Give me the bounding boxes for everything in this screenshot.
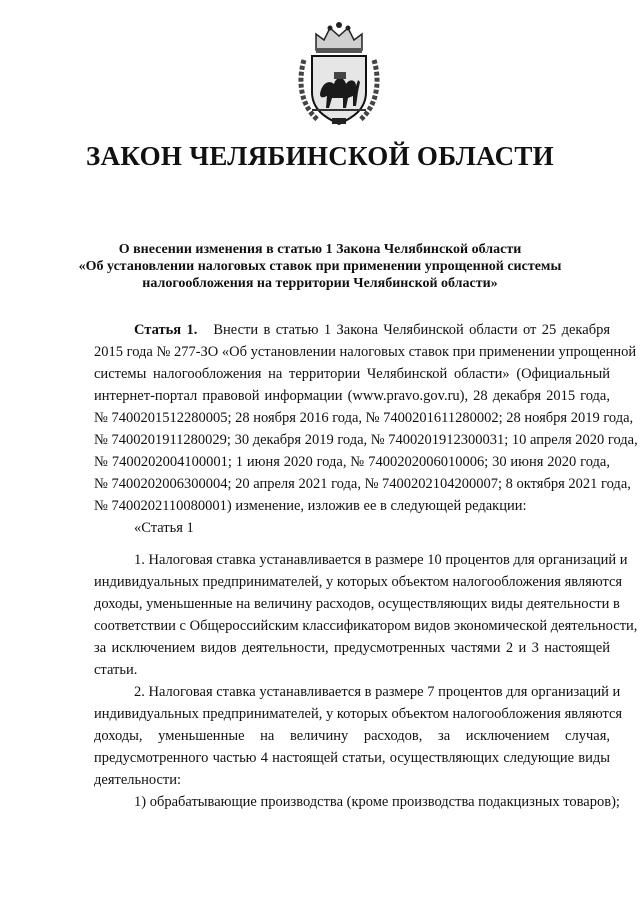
article-line: 2015 года № 277-ЗО «Об установлении налоговых ставок при применении упрощенной bbox=[94, 344, 637, 360]
article-line: № 7400202004100001; 1 июня 2020 года, № 7400202006010006; 30 июня 2020 года, bbox=[94, 454, 610, 470]
paragraph-line: за исключением видов деятельности, предусмотренных частями 2 и 3 настоящей bbox=[94, 640, 610, 656]
article-line: интернет-портал правовой информации (www.pravo.gov.ru), 28 декабря 2015 года, bbox=[94, 388, 610, 404]
paragraph-last-line: статьи. bbox=[94, 662, 138, 678]
article-line: № 7400201911280029; 30 декабря 2019 года, № 7400201912300031; 10 апреля 2020 года, bbox=[94, 432, 638, 448]
page-title: ЗАКОН ЧЕЛЯБИНСКОЙ ОБЛАСТИ bbox=[86, 141, 554, 171]
article-line: № 7400201512280005; 28 ноября 2016 года, № 7400201611280002; 28 ноября 2019 года, bbox=[94, 410, 634, 426]
article-label: Статья 1. bbox=[134, 322, 198, 338]
law-subtitle bbox=[70, 241, 570, 292]
paragraph-line: доходы, уменьшенные на величину расходов, осуществляющих виды деятельности в bbox=[94, 596, 620, 612]
paragraph-line: индивидуальных предпринимателей, у которых объектом налогообложения являются bbox=[94, 574, 623, 590]
article-first-line bbox=[94, 319, 610, 341]
paragraph-line: индивидуальных предпринимателей, у которых объектом налогообложения являются bbox=[94, 706, 623, 722]
paragraph-line: соответствии с Общероссийским классификатором видов экономической деятельности, bbox=[94, 618, 638, 634]
law-body bbox=[94, 319, 638, 813]
paragraph-line: предусмотренного частью 4 настоящей статьи, осуществляющих следующие виды bbox=[94, 750, 610, 766]
subtitle-line: налогообложения на территории Челябинской области» bbox=[142, 276, 498, 291]
paragraph-line: 1. Налоговая ставка устанавливается в размере 10 процентов для организаций и bbox=[134, 552, 628, 568]
subtitle-line: О внесении изменения в статью 1 Закона Челябинской области bbox=[118, 242, 522, 257]
article-first-text: Внести в статью 1 Закона Челябинской области от 25 декабря bbox=[213, 322, 610, 338]
paragraph-line: доходы, уменьшенные на величину расходов, за исключением случая, bbox=[94, 728, 610, 744]
article-line: № 7400202006300004; 20 апреля 2021 года, № 7400202104200007; 8 октября 2021 года, bbox=[94, 476, 631, 492]
paragraph-line: 2. Налоговая ставка устанавливается в размере 7 процентов для организаций и bbox=[134, 684, 621, 700]
article-line: системы налогообложения на территории Челябинской области» (Официальный bbox=[94, 366, 610, 382]
chelyabinsk-coat-of-arms-icon bbox=[296, 20, 382, 128]
list-item: 1) обрабатывающие производства (кроме производства подакцизных товаров); bbox=[134, 794, 620, 810]
quoted-heading: «Статья 1 bbox=[134, 520, 194, 536]
article-last-line: № 7400202110080001) изменение, изложив ее в следующей редакции: bbox=[94, 498, 527, 514]
subtitle-line: «Об установлении налоговых ставок при применении упрощенной системы bbox=[78, 259, 562, 274]
paragraph-last-line: деятельности: bbox=[94, 772, 182, 788]
